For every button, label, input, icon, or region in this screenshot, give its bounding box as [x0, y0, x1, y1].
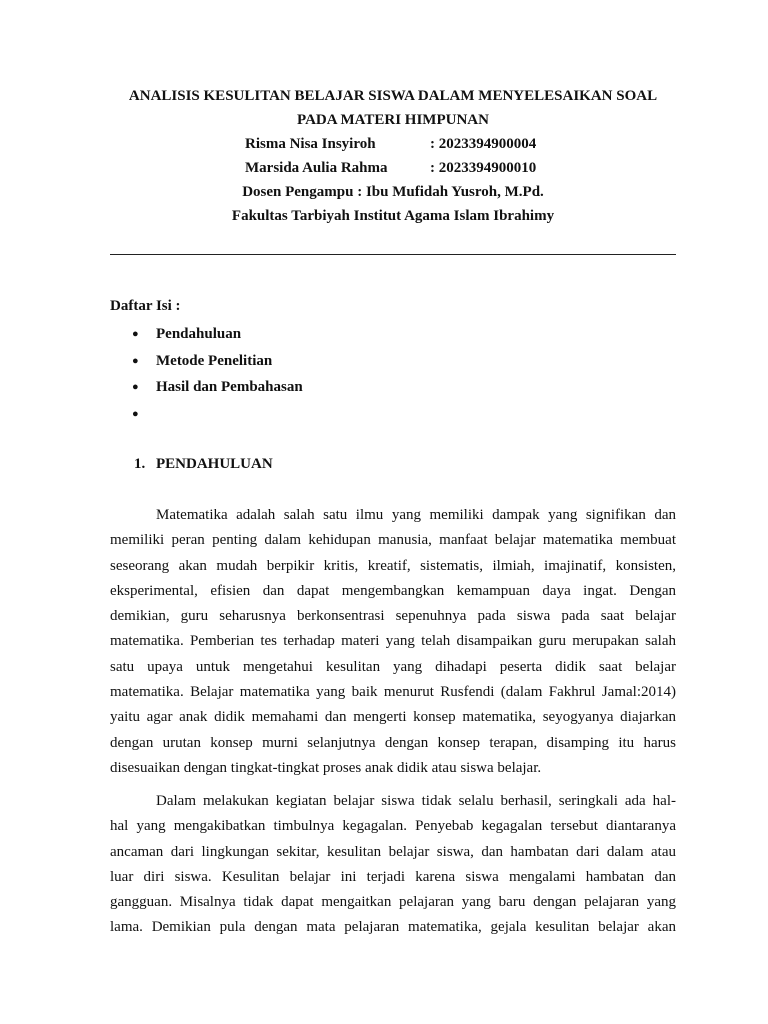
- document-title-line-1: ANALISIS KESULITAN BELAJAR SISWA DALAM MENYELESAIKAN SOAL: [128, 88, 658, 104]
- toc-item: [110, 321, 303, 348]
- toc-heading: Daftar Isi :: [110, 298, 181, 314]
- paragraph-line: ancaman dari lingkungan sekitar, kesulitan belajar siswa, dan hambatan dari dalam atau: [110, 843, 676, 860]
- toc-item: [110, 348, 303, 375]
- bullet-icon: ●: [132, 407, 139, 420]
- paragraph-line: Dalam melakukan kegiatan belajar siswa tidak selalu berhasil, seringkali ada hal-: [156, 793, 676, 809]
- paragraph-line: disesuaikan dengan tingkat-tingkat proses anak didik atau siswa belajar.: [110, 759, 542, 776]
- section-number: 1.: [134, 456, 146, 472]
- paragraph-line: matematika. Belajar matematika yang baik menurut Rusfendi (dalam Fakhrul Jamal:2014): [110, 684, 676, 701]
- paragraph-line: lama. Demikian pula dengan mata pelajaran matematika, gejala kesulitan belajar akan: [110, 919, 676, 936]
- paragraph-line: luar diri siswa. Kesulitan belajar ini terjadi karena siswa mengalami hambatan dan: [110, 868, 676, 885]
- author-name: Marsida Aulia Rahma: [245, 160, 388, 176]
- paragraph-line: memiliki peran penting dalam kehidupan manusia, manfaat belajar matematika membuat: [110, 532, 676, 549]
- toc-item: [110, 374, 303, 401]
- paragraph-line: Matematika adalah salah satu ilmu yang memiliki dampak yang signifikan dan: [156, 507, 676, 523]
- toc-item-label: Hasil dan Pembahasan: [156, 379, 303, 395]
- paragraph-line: dengan urutan konsep murni selanjutnya dengan konsep terapan, disamping itu harus: [110, 734, 676, 751]
- toc-item-label: Pendahuluan: [156, 326, 242, 342]
- toc-list: [110, 321, 303, 427]
- paragraph-line: gangguan. Misalnya tidak dapat mengaitkan pelajaran yang baru dengan pelajaran yang: [110, 894, 676, 911]
- bullet-icon: ●: [132, 354, 139, 367]
- paragraph-line: matematika. Pemberian tes terhadap materi yang telah disampaikan guru merupakan salah: [110, 633, 676, 650]
- header-divider: [110, 254, 676, 255]
- faculty-line: Fakultas Tarbiyah Institut Agama Islam Ibrahimy: [231, 208, 555, 224]
- author-name: Risma Nisa Insyiroh: [245, 136, 376, 152]
- title-block: [110, 84, 676, 228]
- toc-item: [110, 401, 303, 428]
- author-row-1: [110, 132, 676, 156]
- section-heading: [134, 453, 273, 475]
- author-row-2: [110, 156, 676, 180]
- paragraph-line: demikian, guru seharusnya berkonsentrasi sepenuhnya pada siswa pada saat belajar: [110, 608, 676, 625]
- lecturer-line: Dosen Pengampu : Ibu Mufidah Yusroh, M.Pd.: [242, 184, 544, 200]
- paragraph-line: yaitu agar anak didik memahami dan mengerti konsep matematika, seyogyanya diajarkan: [110, 709, 676, 726]
- section-title: PENDAHULUAN: [156, 456, 273, 472]
- paragraph-line: eksperimental, efisien dan dapat mengembangkan kemampuan daya ingat. Dengan: [110, 582, 676, 599]
- paragraph-line: hal yang mengakibatkan timbulnya kegagalan. Penyebab kegagalan tersebut diantaranya: [110, 818, 676, 835]
- paragraph-line: satu upaya untuk mengetahui kesulitan yang dihadapi peserta didik saat belajar: [110, 658, 676, 675]
- toc-item-label: Metode Penelitian: [156, 352, 273, 369]
- paragraph-line: seseorang akan mudah berpikir kritis, kreatif, sistematis, ilmiah, imajinatif, konsisten,: [110, 557, 676, 574]
- author-student-id: : 2023394900004: [430, 136, 537, 152]
- document-title-line-2: PADA MATERI HIMPUNAN: [297, 112, 489, 128]
- bullet-icon: ●: [132, 328, 139, 340]
- bullet-icon: ●: [132, 381, 139, 393]
- author-student-id: : 2023394900010: [430, 160, 537, 176]
- paragraph-1: [110, 503, 676, 781]
- paragraph-2: [110, 789, 676, 941]
